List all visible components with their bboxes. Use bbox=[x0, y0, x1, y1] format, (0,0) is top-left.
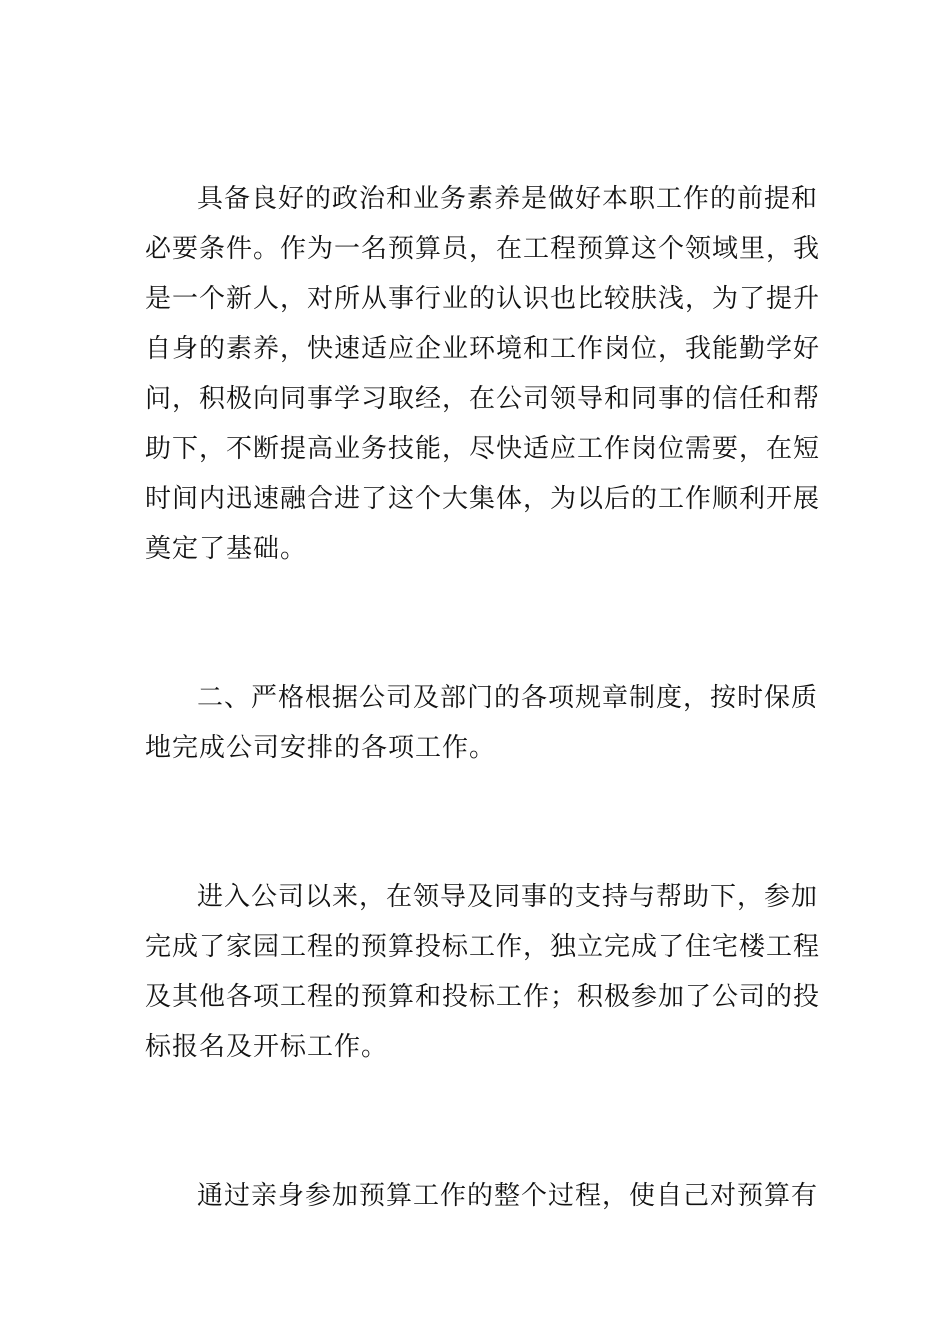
text-line: 助下，不断提高业务技能，尽快适应工作岗位需要，在短 bbox=[145, 434, 821, 464]
paragraph-budget-process bbox=[145, 1171, 819, 1221]
text-line: 时间内迅速融合进了这个大集体，为以后的工作顺利开展 bbox=[145, 484, 821, 514]
text-line: 地完成公司安排的各项工作。 bbox=[145, 733, 497, 763]
text-line: 是一个新人，对所从事行业的认识也比较肤浅，为了提升 bbox=[145, 284, 821, 314]
text-line: 完成了家园工程的预算投标工作，独立完成了住宅楼工程 bbox=[145, 932, 821, 962]
text-line: 二、严格根据公司及部门的各项规章制度，按时保质 bbox=[197, 683, 819, 713]
text-line: 标报名及开标工作。 bbox=[145, 1032, 389, 1062]
paragraph-qualities bbox=[145, 174, 821, 574]
paragraph-work-completed bbox=[145, 872, 821, 1072]
text-line: 具备良好的政治和业务素养是做好本职工作的前提和 bbox=[197, 184, 819, 214]
text-line: 自身的素养，快速适应企业环境和工作岗位，我能勤学好 bbox=[145, 334, 821, 364]
text-line: 奠定了基础。 bbox=[145, 534, 308, 564]
text-line: 及其他各项工程的预算和投标工作；积极参加了公司的投 bbox=[145, 982, 821, 1012]
text-line: 进入公司以来，在领导及同事的支持与帮助下，参加 bbox=[197, 882, 819, 912]
text-line: 通过亲身参加预算工作的整个过程，使自己对预算有 bbox=[197, 1181, 819, 1211]
paragraph-section-heading-two bbox=[145, 673, 819, 773]
text-line: 问，积极向同事学习取经，在公司领导和同事的信任和帮 bbox=[145, 384, 821, 414]
text-line: 必要条件。作为一名预算员，在工程预算这个领域里，我 bbox=[145, 234, 821, 264]
